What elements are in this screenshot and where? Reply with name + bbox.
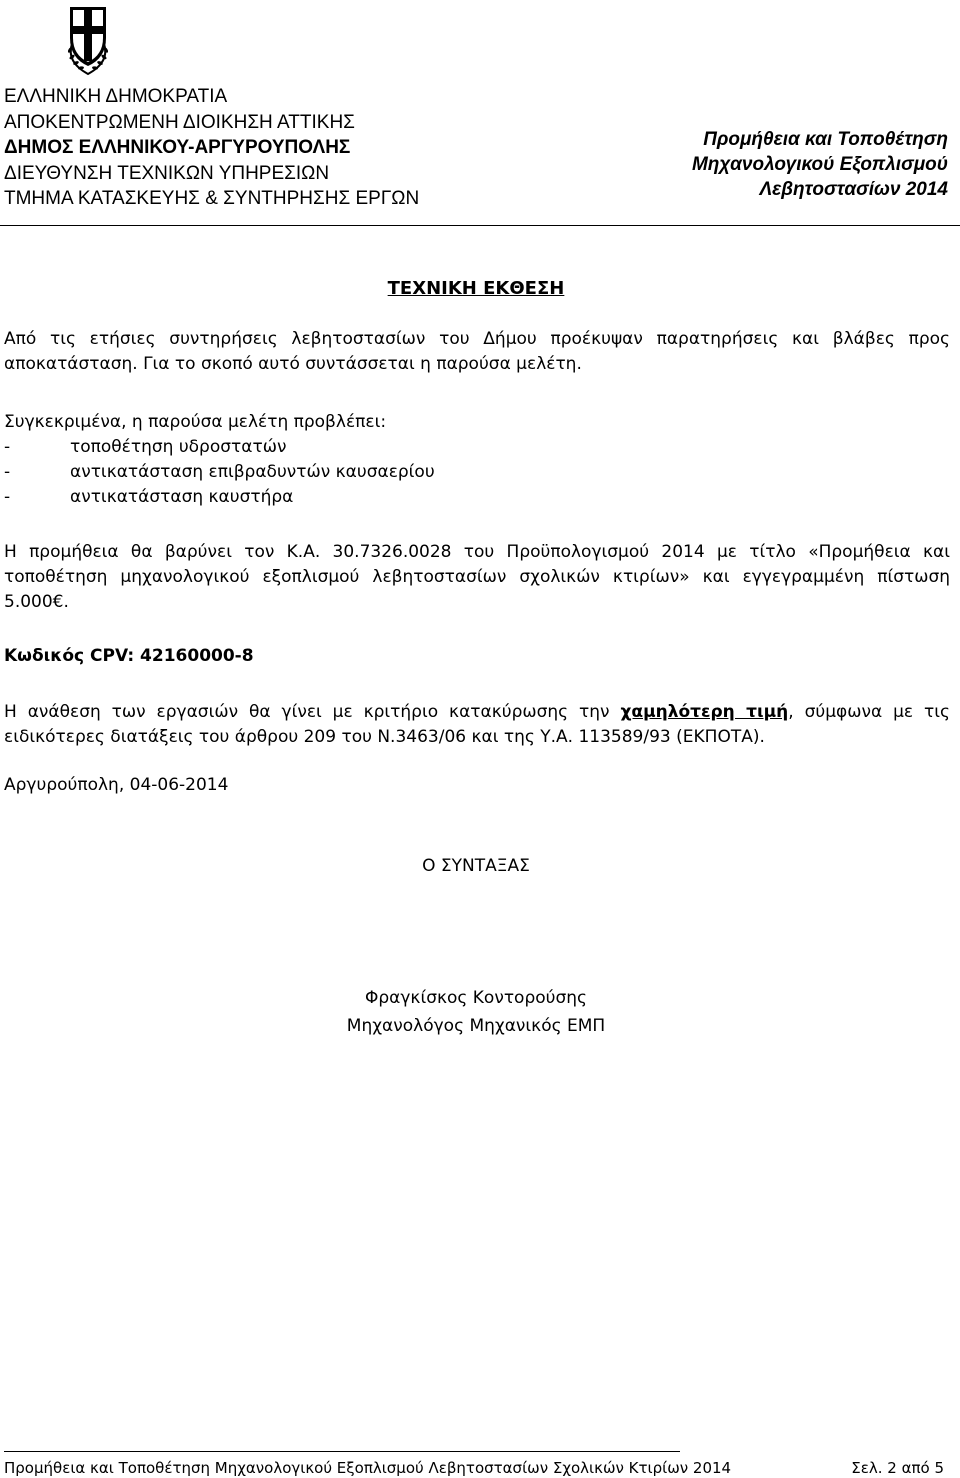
provisions-list bbox=[4, 435, 435, 510]
list-item-text: αντικατάσταση επιβραδυντών καυσαερίου bbox=[70, 462, 435, 482]
list-dash: - bbox=[4, 487, 11, 507]
header-divider bbox=[0, 225, 960, 226]
intro-paragraph: Από τις ετήσιες συντηρήσεις λεβητοστασίων του Δήμου προέκυψαν παρατηρήσεις και βλάβες προς αποκατάσταση. Για το σκοπό αυτό συντάσσεται η παρούσα μελέτη. bbox=[4, 329, 950, 374]
signer-name: Φραγκίσκος Κοντορούσης bbox=[364, 988, 588, 1008]
greek-coat-of-arms-emblem bbox=[62, 4, 114, 78]
composer-label: Ο ΣΥΝΤΑΞΑΣ bbox=[422, 856, 530, 876]
issuer-line-directorate: ΔΙΕΥΘΥΝΣΗ ΤΕΧΝΙΚΩΝ ΥΠΗΡΕΣΙΩΝ bbox=[4, 162, 330, 184]
issuer-line-municipality: ΔΗΜΟΣ ΕΛΛΗΝΙΚΟΥ-ΑΡΓΥΡΟΥΠΟΛΗΣ bbox=[4, 137, 351, 158]
footer-title: Προμήθεια και Τοποθέτηση Μηχανολογικού Εξοπλισμού Λεβητοστασίων Σχολικών Κτιρίων 2014 bbox=[4, 1459, 732, 1477]
page-number: Σελ. 2 από 5 bbox=[851, 1459, 944, 1477]
funding-paragraph: Η προμήθεια θα βαρύνει τον Κ.Α. 30.7326.0028 του Προϋπολογισμού 2014 με τίτλο «Προμήθεια και τοποθέτηση μηχανολογικού εξοπλισμού λεβητοστασίων σχολικών κτιρίων» και εγγεγραμμένη πίστωση 5.000€. bbox=[4, 542, 950, 612]
list-item-text: αντικατάσταση καυστήρα bbox=[70, 487, 294, 507]
list-dash: - bbox=[4, 462, 11, 482]
list-item-text: τοποθέτηση υδροστατών bbox=[70, 437, 287, 457]
cpv-code: Κωδικός CPV: 42160000-8 bbox=[4, 646, 254, 666]
award-paragraph bbox=[4, 700, 950, 750]
project-title-line-2: Μηχανολογικού Εξοπλισμού bbox=[691, 154, 948, 175]
project-title-line-1: Προμήθεια και Τοποθέτηση bbox=[703, 129, 948, 150]
list-item bbox=[4, 485, 435, 510]
project-title-line-3: Λεβητοστασίων 2014 bbox=[759, 179, 948, 200]
list-item bbox=[4, 460, 435, 485]
list-intro: Συγκεκριμένα, η παρούσα μελέτη προβλέπει: bbox=[4, 412, 387, 432]
award-criterion: χαμηλότερη τιμή bbox=[620, 702, 789, 722]
award-text-end: , σύμφωνα με τις ειδικότερες διατάξεις του άρθρου 209 του Ν.3463/06 και της Υ.Α. 113589/93 (ΕΚΠΟΤΑ). bbox=[4, 702, 950, 747]
document-title: ΤΕΧΝΙΚΗ ΕΚΘΕΣΗ bbox=[387, 278, 565, 299]
issuer-line-administration: ΑΠΟΚΕΝΤΡΩΜΕΝΗ ΔΙΟΙΚΗΣΗ ΑΤΤΙΚΗΣ bbox=[4, 111, 355, 133]
list-dash: - bbox=[4, 437, 11, 457]
page-footer bbox=[4, 1459, 944, 1477]
list-item bbox=[4, 435, 435, 460]
footer-divider bbox=[4, 1451, 680, 1452]
issuer-line-department: ΤΜΗΜΑ ΚΑΤΑΣΚΕΥΗΣ & ΣΥΝΤΗΡΗΣΗΣ ΕΡΓΩΝ bbox=[4, 188, 420, 209]
issuer-header bbox=[4, 84, 419, 212]
place-date: Αργυρούπολη, 04-06-2014 bbox=[4, 775, 229, 795]
issuer-line-republic: ΕΛΛΗΝΙΚΗ ΔΗΜΟΚΡΑΤΙΑ bbox=[4, 86, 228, 107]
signature-block bbox=[0, 984, 952, 1040]
project-title-header bbox=[692, 127, 948, 202]
signer-title: Μηχανολόγος Μηχανικός ΕΜΠ bbox=[346, 1016, 606, 1036]
award-text-start: Η ανάθεση των εργασιών θα γίνει με κριτήριο κατακύρωσης την bbox=[4, 702, 621, 722]
